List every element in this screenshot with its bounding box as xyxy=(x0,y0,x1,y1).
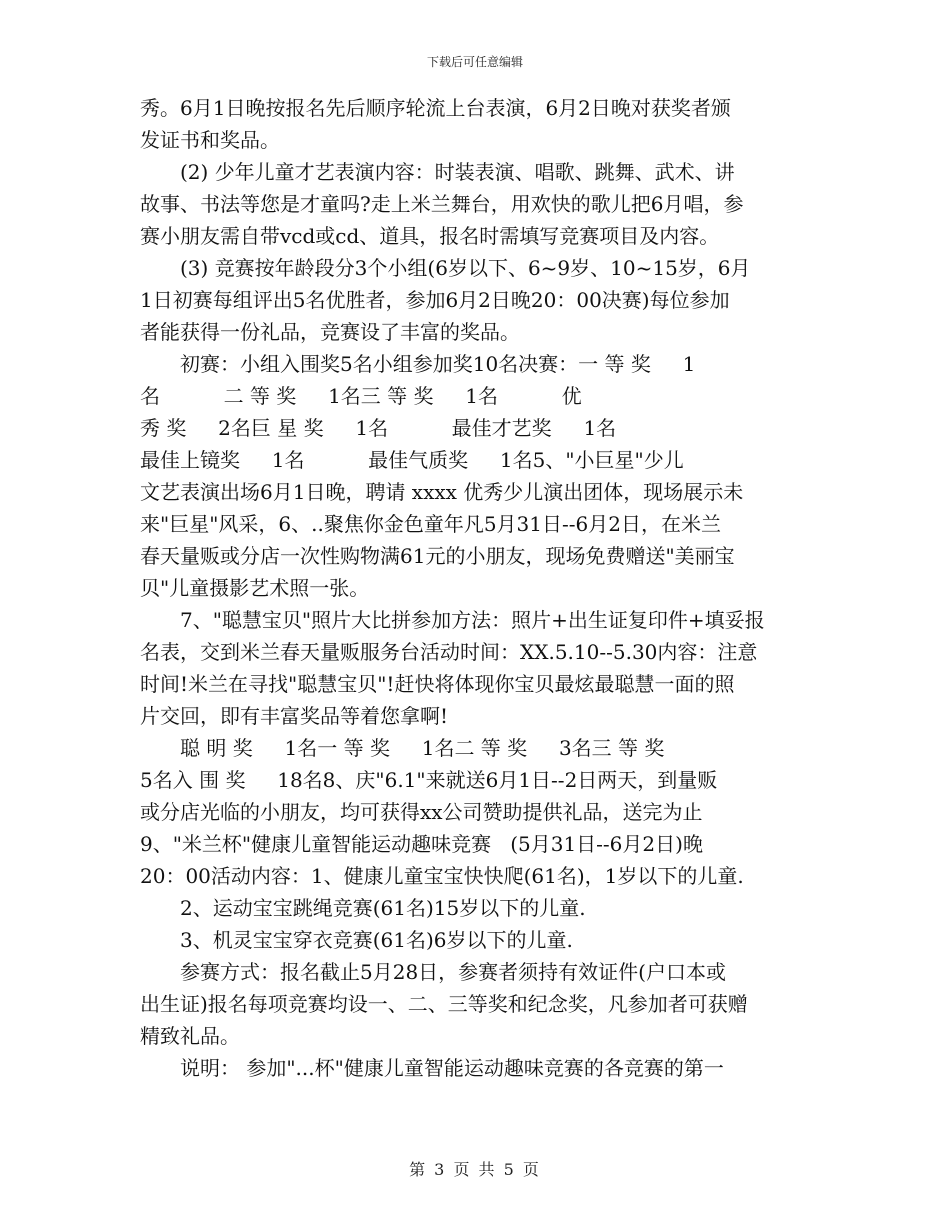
text-line: 3、机灵宝宝穿衣竞赛(61名)6岁以下的儿童. xyxy=(180,928,573,952)
text-line: 故事、书法等您是才童吗?走上米兰舞台，用欢快的歌儿把6月唱，参 xyxy=(140,192,744,216)
text-line: 参赛方式：报名截止5月28日，参赛者须持有效证件(户口本或 xyxy=(180,960,726,984)
text-line: (2) 少年儿童才艺表演内容：时装表演、唱歌、跳舞、武术、讲 xyxy=(180,160,735,184)
text-line: 20：00活动内容：1、健康儿童宝宝快快爬(61名)，1岁以下的儿童. xyxy=(140,864,744,888)
text-line: 秀。6月1日晚按报名先后顺序轮流上台表演，6月2日晚对获奖者颁 xyxy=(140,96,731,120)
text-line: 时间!米兰在寻找"聪慧宝贝"!赶快将体现你宝贝最炫最聪慧一面的照 xyxy=(140,672,735,696)
page-footer: 第 3 页 共 5 页 xyxy=(409,1160,541,1179)
text-line: 名 二 等 奖 1名三 等 奖 1名 优 xyxy=(140,384,582,408)
text-line: 片交回，即有丰富奖品等着您拿啊! xyxy=(140,704,449,728)
text-line: 者能获得一份礼品，竞赛设了丰富的奖品。 xyxy=(140,320,520,344)
text-line: 说明： 参加"...杯"健康儿童智能运动趣味竞赛的各竞赛的第一 xyxy=(180,1056,724,1080)
text-line: (3) 竞赛按年龄段分3个小组(6岁以下、6~9岁、10~15岁，6月 xyxy=(180,256,751,280)
text-line: 7、"聪慧宝贝"照片大比拼参加方法：照片+出生证复印件+填妥报 xyxy=(180,608,765,632)
text-line: 来"巨星"风采，6、..聚焦你金色童年凡5月31日--6月2日，在米兰 xyxy=(140,512,721,536)
text-line: 或分店光临的小朋友，均可获得xx公司赞助提供礼品，送完为止 xyxy=(140,800,703,824)
text-line: 2、运动宝宝跳绳竞赛(61名)15岁以下的儿童. xyxy=(180,896,586,920)
text-line: 文艺表演出场6月1日晚，聘请 xxxx 优秀少儿演出团体，现场展示未 xyxy=(140,480,744,504)
document-body xyxy=(140,92,820,1084)
text-line: 发证书和奖品。 xyxy=(140,128,280,152)
text-line: 秀 奖 2名巨 星 奖 1名 最佳才艺奖 1名 xyxy=(140,416,617,440)
text-line: 贝"儿童摄影艺术照一张。 xyxy=(140,576,370,600)
text-line: 赛小朋友需自带vcd或cd、道具，报名时需填写竞赛项目及内容。 xyxy=(140,224,720,248)
text-line: 精致礼品。 xyxy=(140,1024,240,1048)
text-line: 出生证)报名每项竞赛均设一、二、三等奖和纪念奖，凡参加者可获赠 xyxy=(140,992,748,1016)
page-header: 下载后可任意编辑 xyxy=(426,55,523,69)
text-line: 春天量贩或分店一次性购物满61元的小朋友，现场免费赠送"美丽宝 xyxy=(140,544,735,568)
text-line: 聪 明 奖 1名一 等 奖 1名二 等 奖 3名三 等 奖 xyxy=(180,736,665,760)
text-line: 名表，交到米兰春天量贩服务台活动时间：XX.5.10--5.30内容：注意 xyxy=(140,640,758,664)
text-line: 1日初赛每组评出5名优胜者，参加6月2日晚20：00决赛)每位参加 xyxy=(140,288,730,312)
text-line: 9、"米兰杯"健康儿童智能运动趣味竞赛 (5月31日--6月2日)晚 xyxy=(140,832,703,856)
text-line: 初赛：小组入围奖5名小组参加奖10名决赛：一 等 奖 1 xyxy=(180,352,696,376)
text-line: 最佳上镜奖 1名 最佳气质奖 1名5、"小巨星"少儿 xyxy=(140,448,684,472)
text-line: 5名入 围 奖 18名8、庆"6.1"来就送6月1日--2日两天，到量贩 xyxy=(140,768,718,792)
